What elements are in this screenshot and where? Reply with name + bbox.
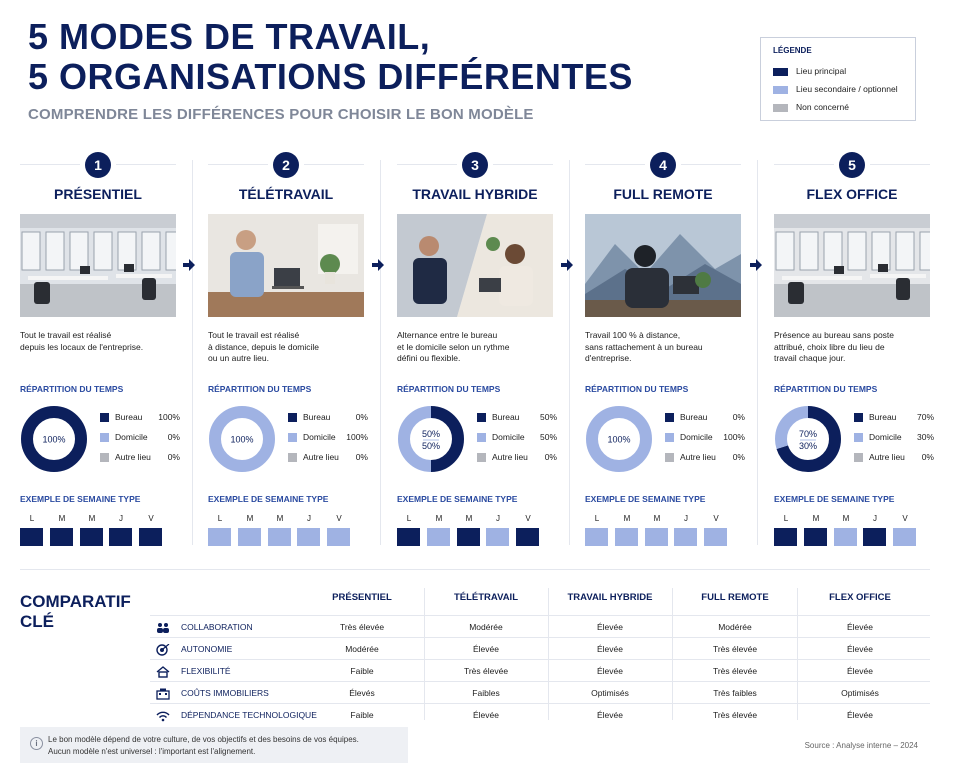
table-cell: Modérée bbox=[718, 622, 752, 632]
distribution-label: Bureau bbox=[492, 412, 520, 422]
day-label: L bbox=[406, 514, 412, 523]
distribution-label: Autre lieu bbox=[303, 452, 339, 462]
header-rule bbox=[774, 164, 834, 165]
distribution-swatch bbox=[288, 413, 297, 422]
distribution-swatch bbox=[477, 453, 486, 462]
table-cell: Très élevée bbox=[712, 644, 758, 654]
day-label: V bbox=[713, 514, 719, 523]
split-office-home-photo bbox=[397, 214, 553, 317]
day-cell bbox=[268, 528, 291, 546]
remote-mountain-view-photo bbox=[585, 214, 741, 317]
day-label: M bbox=[465, 514, 473, 523]
legend-swatch bbox=[773, 86, 788, 94]
table-row-divider bbox=[150, 615, 930, 616]
legend-box bbox=[760, 37, 916, 121]
table-cell: Faible bbox=[350, 666, 374, 676]
arrow-right-icon bbox=[750, 259, 762, 271]
mode-title: PRÉSENTIEL bbox=[54, 186, 142, 202]
table-row-divider bbox=[150, 637, 930, 638]
arrow-right-icon bbox=[183, 259, 195, 271]
arrow-right-icon bbox=[561, 259, 573, 271]
time-section-label: RÉPARTITION DU TEMPS bbox=[397, 384, 501, 394]
week-section-label: EXEMPLE DE SEMAINE TYPE bbox=[20, 494, 141, 504]
mode-description: Alternance entre le bureau et le domicile selon un rythme défini ou flexible. bbox=[397, 330, 510, 363]
header-rule bbox=[681, 164, 741, 165]
table-row-divider bbox=[150, 659, 930, 660]
note-line-2: Aucun modèle n'est universel : l'important est l'alignement. bbox=[48, 747, 256, 756]
day-label: M bbox=[88, 514, 96, 523]
day-cell bbox=[327, 528, 350, 546]
day-cell bbox=[50, 528, 73, 546]
distribution-swatch bbox=[288, 433, 297, 442]
header-rule bbox=[208, 164, 268, 165]
day-cell bbox=[516, 528, 539, 546]
table-cell: Optimisés bbox=[591, 688, 629, 698]
table-cell: Élevée bbox=[847, 666, 873, 676]
time-section-label: RÉPARTITION DU TEMPS bbox=[774, 384, 878, 394]
day-cell bbox=[774, 528, 797, 546]
table-column-header: FLEX OFFICE bbox=[829, 592, 891, 603]
page-subtitle: COMPRENDRE LES DIFFÉRENCES POUR CHOISIR LE BON MODÈLE bbox=[28, 106, 534, 123]
day-label: V bbox=[902, 514, 908, 523]
day-cell bbox=[80, 528, 103, 546]
day-label: M bbox=[58, 514, 66, 523]
distribution-label: Domicile bbox=[115, 432, 148, 442]
legend-swatch bbox=[773, 68, 788, 76]
column-divider bbox=[380, 160, 381, 545]
mode-title: TRAVAIL HYBRIDE bbox=[412, 186, 538, 202]
legend-item-none bbox=[773, 102, 849, 112]
day-cell bbox=[674, 528, 697, 546]
table-row-divider bbox=[150, 681, 930, 682]
column-divider bbox=[569, 160, 570, 545]
column-divider bbox=[192, 160, 193, 545]
mode-description: Tout le travail est réalisé à distance, depuis le domicile ou un autre lieu. bbox=[208, 330, 320, 363]
table-cell: Élevée bbox=[597, 622, 623, 632]
page-title-line1: 5 MODES DE TRAVAIL, bbox=[28, 16, 431, 57]
table-cell: Élevée bbox=[847, 710, 873, 720]
time-distribution-donut bbox=[774, 405, 842, 473]
table-cell: Élevée bbox=[597, 666, 623, 676]
donut-label: 30% bbox=[798, 441, 818, 451]
table-row-divider bbox=[150, 703, 930, 704]
day-label: M bbox=[276, 514, 284, 523]
table-column-divider bbox=[548, 588, 549, 720]
note-line-1: Le bon modèle dépend de votre culture, de vos objectifs et des besoins de vos équipes. bbox=[48, 735, 359, 744]
day-cell bbox=[457, 528, 480, 546]
day-cell bbox=[109, 528, 132, 546]
distribution-value: 0% bbox=[355, 452, 368, 462]
day-label: J bbox=[119, 514, 123, 523]
distribution-swatch bbox=[854, 413, 863, 422]
legend-title: LÉGENDE bbox=[773, 46, 812, 55]
day-label: J bbox=[684, 514, 688, 523]
legend-label: Non concerné bbox=[796, 102, 849, 112]
day-label: J bbox=[873, 514, 877, 523]
distribution-label: Bureau bbox=[680, 412, 708, 422]
mode-number: 1 bbox=[85, 152, 111, 178]
week-section-label: EXEMPLE DE SEMAINE TYPE bbox=[208, 494, 329, 504]
table-cell: Faibles bbox=[472, 688, 500, 698]
legend-swatch bbox=[773, 104, 788, 112]
header-rule bbox=[116, 164, 176, 165]
distribution-label: Bureau bbox=[869, 412, 897, 422]
distribution-value: 70% bbox=[916, 412, 934, 422]
distribution-swatch bbox=[288, 453, 297, 462]
flex-desks-office-photo bbox=[774, 214, 930, 317]
week-section-label: EXEMPLE DE SEMAINE TYPE bbox=[774, 494, 895, 504]
mode-number: 2 bbox=[273, 152, 299, 178]
day-cell bbox=[139, 528, 162, 546]
distribution-swatch bbox=[665, 453, 674, 462]
mode-card bbox=[208, 150, 366, 550]
table-row-label: DÉPENDANCE TECHNOLOGIQUE bbox=[181, 710, 317, 720]
day-label: L bbox=[594, 514, 600, 523]
table-cell: Élevée bbox=[473, 710, 499, 720]
day-cell bbox=[804, 528, 827, 546]
day-label: V bbox=[525, 514, 531, 523]
day-cell bbox=[893, 528, 916, 546]
distribution-value: 0% bbox=[544, 452, 557, 462]
distribution-swatch bbox=[665, 413, 674, 422]
mode-card bbox=[20, 150, 178, 550]
legend-label: Lieu principal bbox=[796, 66, 847, 76]
distribution-swatch bbox=[100, 453, 109, 462]
distribution-swatch bbox=[477, 413, 486, 422]
day-cell bbox=[585, 528, 608, 546]
table-cell: Très élevée bbox=[712, 710, 758, 720]
day-cell bbox=[297, 528, 320, 546]
week-section-label: EXEMPLE DE SEMAINE TYPE bbox=[585, 494, 706, 504]
mode-title: FULL REMOTE bbox=[613, 186, 713, 202]
table-column-header: FULL REMOTE bbox=[701, 592, 769, 603]
donut-label: 100% bbox=[42, 434, 66, 445]
page-title-line2: 5 ORGANISATIONS DIFFÉRENTES bbox=[28, 56, 633, 97]
table-cell: Élevés bbox=[349, 688, 375, 698]
header-rule bbox=[397, 164, 457, 165]
donut-label: 50% bbox=[421, 441, 441, 451]
donut-label: 100% bbox=[607, 434, 631, 445]
building-icon bbox=[156, 687, 170, 699]
time-distribution-donut bbox=[397, 405, 465, 473]
day-label: M bbox=[653, 514, 661, 523]
table-cell: Faible bbox=[350, 710, 374, 720]
distribution-label: Autre lieu bbox=[869, 452, 905, 462]
time-distribution-donut bbox=[20, 405, 88, 473]
time-section-label: RÉPARTITION DU TEMPS bbox=[20, 384, 124, 394]
legend-item-primary bbox=[773, 66, 846, 76]
mode-number: 3 bbox=[462, 152, 488, 178]
distribution-label: Domicile bbox=[680, 432, 713, 442]
distribution-swatch bbox=[854, 433, 863, 442]
distribution-value: 30% bbox=[916, 432, 934, 442]
donut-label: 50% bbox=[421, 429, 441, 439]
time-section-label: RÉPARTITION DU TEMPS bbox=[208, 384, 312, 394]
arrow-right-icon bbox=[372, 259, 384, 271]
distribution-label: Autre lieu bbox=[680, 452, 716, 462]
distribution-value: 50% bbox=[539, 432, 557, 442]
table-row-label: COÛTS IMMOBILIERS bbox=[181, 688, 269, 698]
table-cell: Élevée bbox=[847, 622, 873, 632]
day-cell bbox=[645, 528, 668, 546]
column-divider bbox=[757, 160, 758, 545]
table-cell: Élevée bbox=[597, 710, 623, 720]
distribution-value: 100% bbox=[158, 412, 180, 422]
day-label: L bbox=[217, 514, 223, 523]
table-cell: Très élevée bbox=[339, 622, 385, 632]
distribution-value: 0% bbox=[167, 452, 180, 462]
table-column-divider bbox=[424, 588, 425, 720]
day-cell bbox=[20, 528, 43, 546]
day-label: J bbox=[496, 514, 500, 523]
comparison-title: COMPARATIF CLÉ bbox=[20, 592, 131, 631]
day-label: M bbox=[435, 514, 443, 523]
table-row-label: AUTONOMIE bbox=[181, 644, 233, 654]
open-space-office-photo bbox=[20, 214, 176, 317]
distribution-label: Domicile bbox=[492, 432, 525, 442]
distribution-value: 0% bbox=[355, 412, 368, 422]
header-rule bbox=[493, 164, 553, 165]
table-row-label: FLEXIBILITÉ bbox=[181, 666, 231, 676]
header-rule bbox=[304, 164, 364, 165]
day-label: V bbox=[336, 514, 342, 523]
mode-description: Travail 100 % à distance, sans rattachement à un bureau d'entreprise. bbox=[585, 330, 703, 363]
day-label: M bbox=[246, 514, 254, 523]
distribution-swatch bbox=[477, 433, 486, 442]
header-rule bbox=[585, 164, 645, 165]
house-icon bbox=[156, 665, 170, 677]
table-cell: Élevée bbox=[473, 644, 499, 654]
distribution-value: 0% bbox=[732, 412, 745, 422]
day-cell bbox=[486, 528, 509, 546]
header-rule bbox=[870, 164, 930, 165]
distribution-label: Autre lieu bbox=[115, 452, 151, 462]
day-cell bbox=[834, 528, 857, 546]
table-column-header: TÉLÉTRAVAIL bbox=[453, 592, 519, 603]
time-distribution-donut bbox=[585, 405, 653, 473]
distribution-value: 50% bbox=[539, 412, 557, 422]
day-cell bbox=[704, 528, 727, 546]
day-label: J bbox=[307, 514, 311, 523]
distribution-value: 100% bbox=[346, 432, 368, 442]
day-label: L bbox=[29, 514, 35, 523]
source-text: Source : Analyse interne – 2024 bbox=[804, 741, 918, 750]
table-cell: Élevée bbox=[597, 644, 623, 654]
distribution-label: Domicile bbox=[869, 432, 902, 442]
distribution-swatch bbox=[100, 413, 109, 422]
people-icon bbox=[156, 621, 170, 633]
distribution-swatch bbox=[100, 433, 109, 442]
info-icon: i bbox=[30, 737, 43, 750]
day-label: V bbox=[148, 514, 154, 523]
table-row-label: COLLABORATION bbox=[181, 622, 253, 632]
table-column-header: TRAVAIL HYBRIDE bbox=[567, 592, 653, 603]
mode-number: 4 bbox=[650, 152, 676, 178]
footer-note bbox=[20, 727, 408, 763]
day-cell bbox=[615, 528, 638, 546]
mode-description: Présence au bureau sans poste attribué, choix libre du lieu de travail chaque jour. bbox=[774, 330, 895, 363]
header-rule bbox=[20, 164, 80, 165]
mode-number: 5 bbox=[839, 152, 865, 178]
distribution-swatch bbox=[854, 453, 863, 462]
mode-card bbox=[585, 150, 743, 550]
day-cell bbox=[208, 528, 231, 546]
target-icon bbox=[156, 643, 170, 655]
table-cell: Optimisés bbox=[841, 688, 879, 698]
distribution-value: 0% bbox=[167, 432, 180, 442]
day-label: M bbox=[623, 514, 631, 523]
distribution-swatch bbox=[665, 433, 674, 442]
day-label: M bbox=[842, 514, 850, 523]
donut-label: 70% bbox=[798, 429, 818, 439]
distribution-value: 100% bbox=[723, 432, 745, 442]
wifi-icon bbox=[156, 709, 170, 721]
legend-item-secondary bbox=[773, 84, 898, 94]
day-cell bbox=[238, 528, 261, 546]
table-column-header: PRÉSENTIEL bbox=[332, 592, 392, 603]
mode-description: Tout le travail est réalisé depuis les locaux de l'entreprise. bbox=[20, 330, 144, 352]
mode-card bbox=[774, 150, 932, 550]
section-divider bbox=[20, 569, 930, 570]
mode-card bbox=[397, 150, 555, 550]
week-section-label: EXEMPLE DE SEMAINE TYPE bbox=[397, 494, 518, 504]
day-label: M bbox=[812, 514, 820, 523]
day-label: L bbox=[783, 514, 789, 523]
time-section-label: RÉPARTITION DU TEMPS bbox=[585, 384, 689, 394]
day-cell bbox=[863, 528, 886, 546]
table-cell: Modérée bbox=[345, 644, 379, 654]
mode-title: FLEX OFFICE bbox=[806, 186, 898, 202]
table-column-divider bbox=[672, 588, 673, 720]
distribution-value: 0% bbox=[921, 452, 934, 462]
distribution-label: Bureau bbox=[303, 412, 331, 422]
distribution-label: Bureau bbox=[115, 412, 143, 422]
mode-title: TÉLÉTRAVAIL bbox=[238, 186, 334, 202]
distribution-label: Domicile bbox=[303, 432, 336, 442]
table-cell: Élevée bbox=[847, 644, 873, 654]
day-cell bbox=[427, 528, 450, 546]
distribution-label: Autre lieu bbox=[492, 452, 528, 462]
table-cell: Très élevée bbox=[463, 666, 509, 676]
home-office-man-photo bbox=[208, 214, 364, 317]
distribution-value: 0% bbox=[732, 452, 745, 462]
table-cell: Très élevée bbox=[712, 666, 758, 676]
table-cell: Très faibles bbox=[713, 688, 757, 698]
table-column-divider bbox=[797, 588, 798, 720]
table-cell: Modérée bbox=[469, 622, 503, 632]
donut-label: 100% bbox=[230, 434, 254, 445]
legend-label: Lieu secondaire / optionnel bbox=[796, 84, 898, 94]
time-distribution-donut bbox=[208, 405, 276, 473]
day-cell bbox=[397, 528, 420, 546]
